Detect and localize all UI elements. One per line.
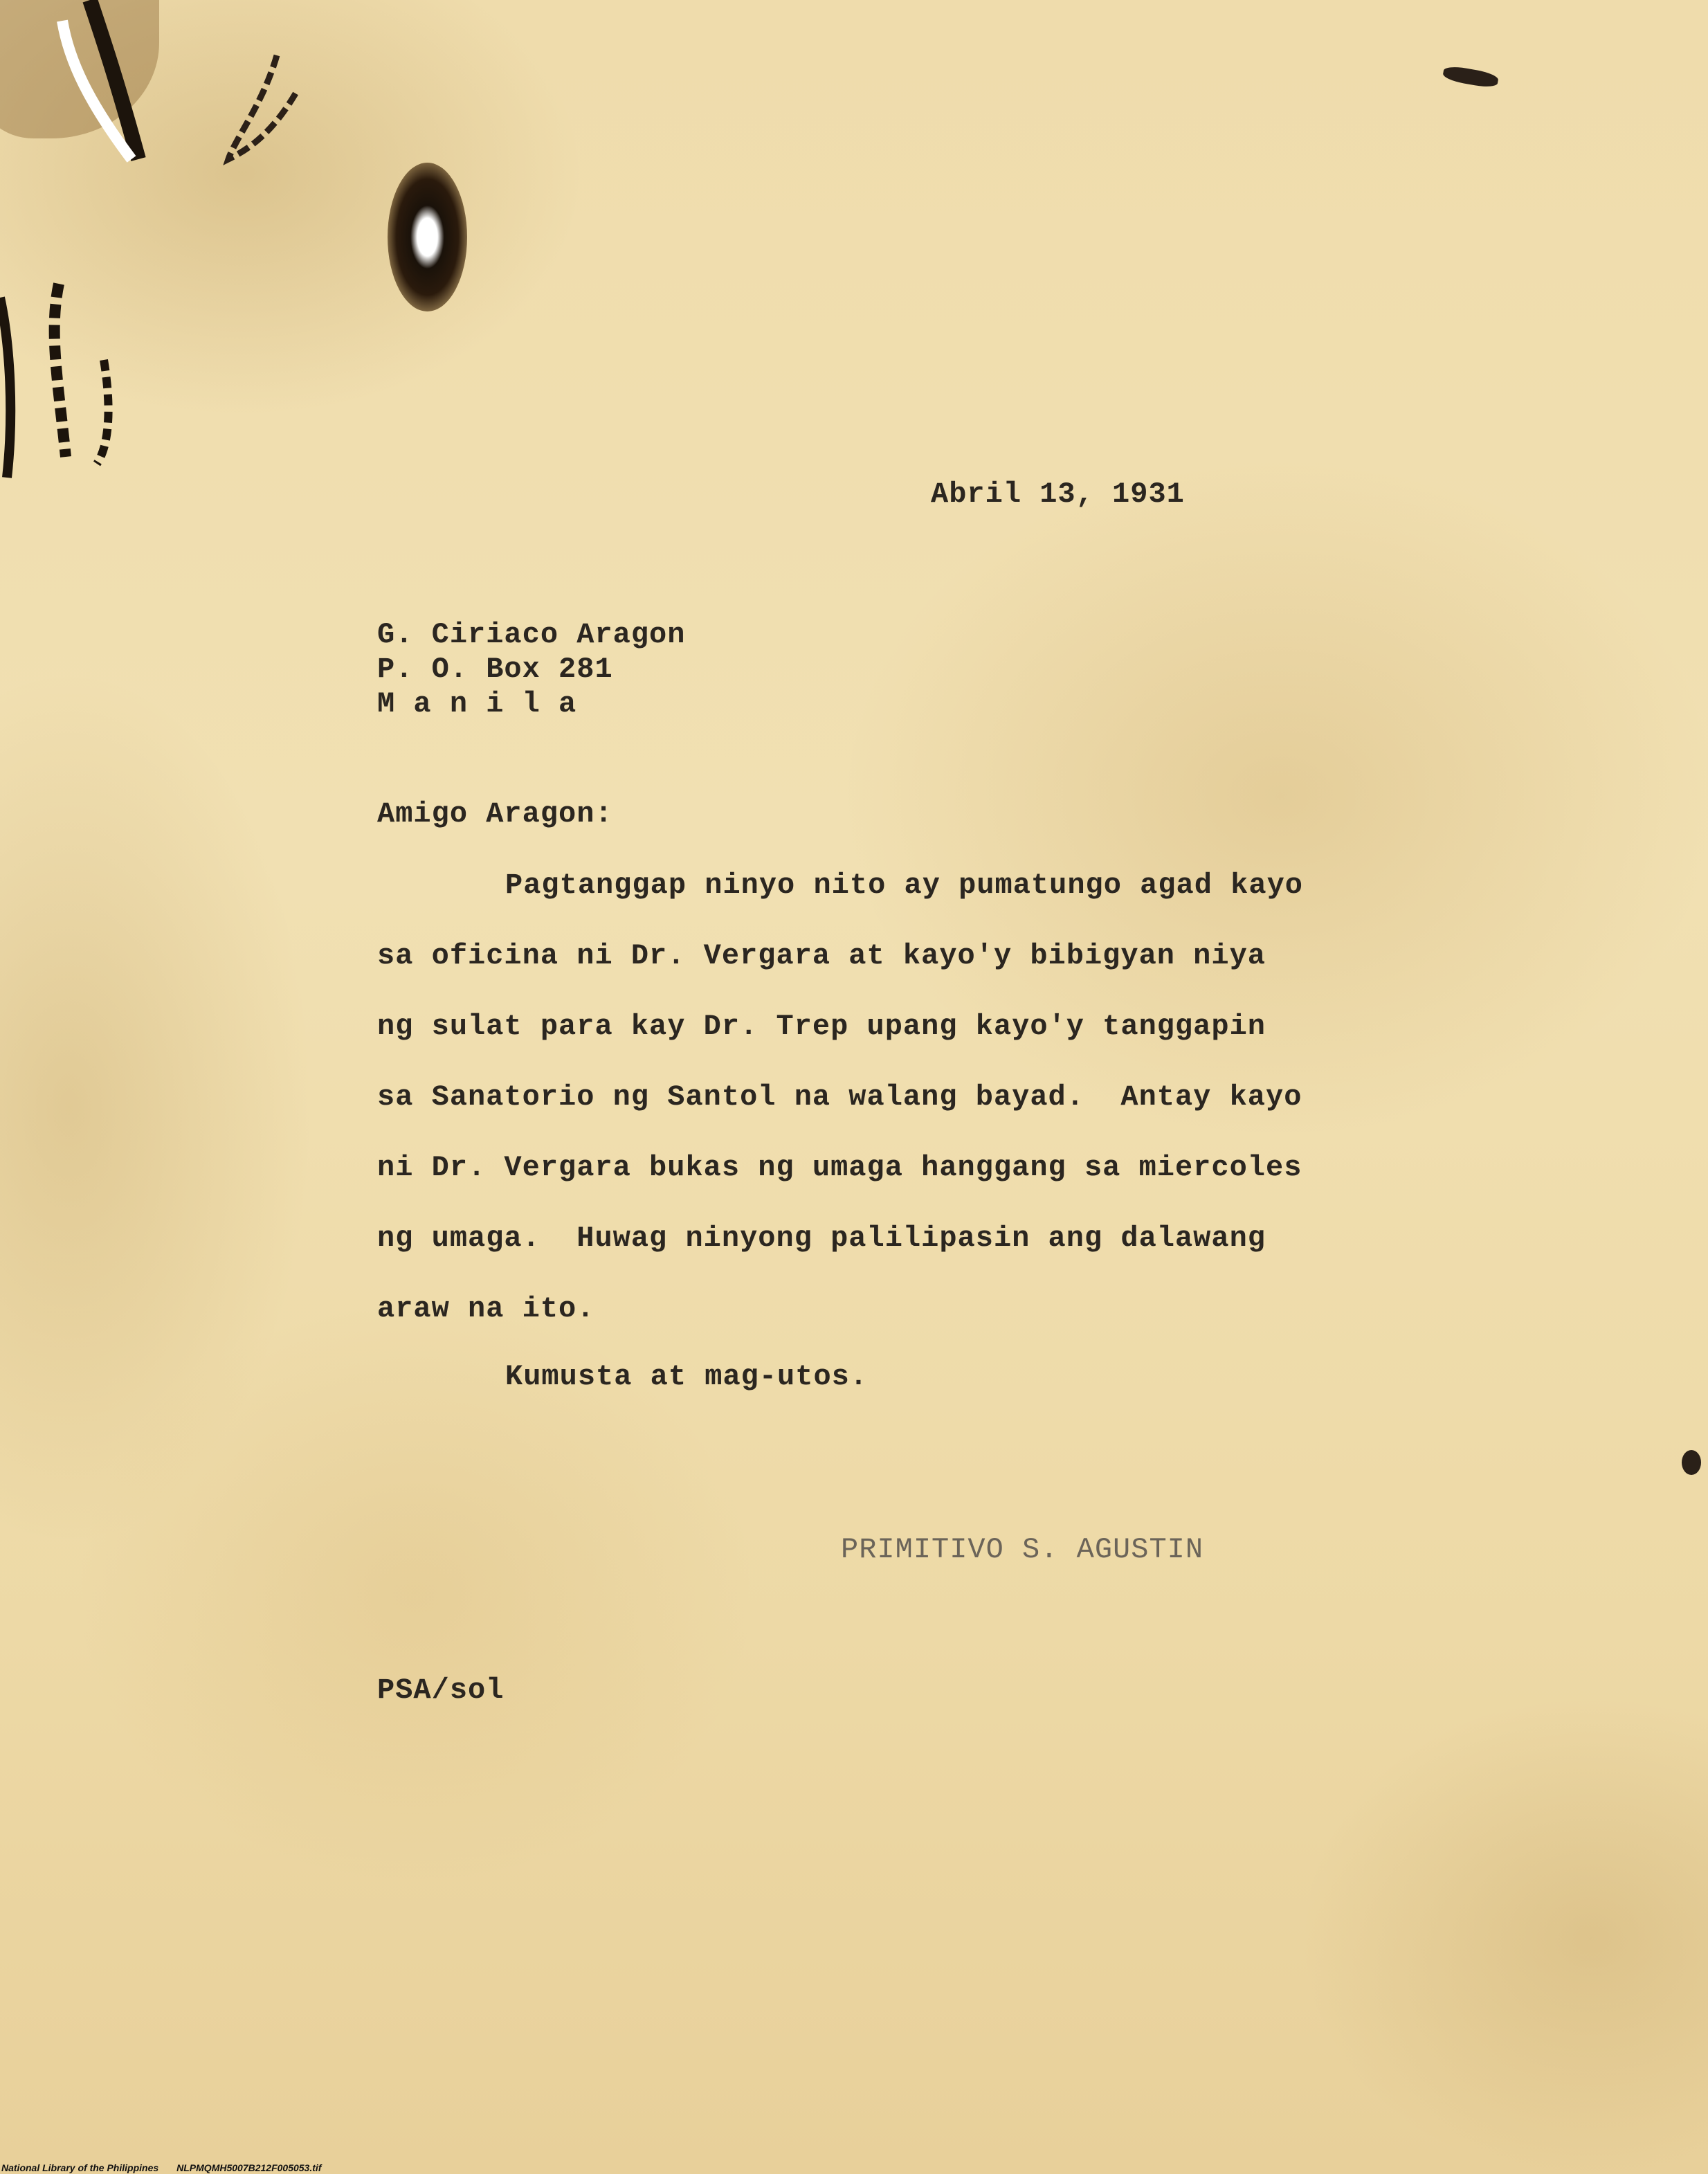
body-line: ni Dr. Vergara bukas ng umaga hanggang sa miercoles [377, 1151, 1302, 1184]
body-line: ng sulat para kay Dr. Trep upang kayo'y tanggapin [377, 1010, 1266, 1043]
file-id: NLPMQMH5007B212F005053.tif [176, 2162, 322, 2173]
salutation: Amigo Aragon: [377, 797, 613, 831]
signature: PRIMITIVO S. AGUSTIN [841, 1533, 1204, 1566]
closing: Kumusta at mag-utos. [505, 1360, 869, 1393]
ink-dot [1682, 1450, 1701, 1475]
archive-caption [1, 2162, 339, 2173]
recipient-box: P. O. Box 281 [377, 653, 613, 686]
body-line: araw na ito. [377, 1292, 595, 1325]
letter-date: Abril 13, 1931 [931, 478, 1185, 511]
binder-marks [0, 0, 346, 484]
recipient-name: G. Ciriaco Aragon [377, 618, 686, 651]
body-line: Pagtanggap ninyo nito ay pumatungo agad kayo [505, 869, 1303, 902]
library-name: National Library of the Philippines [1, 2162, 159, 2173]
body-line: ng umaga. Huwag ninyong palilipasin ang dalawang [377, 1222, 1266, 1255]
body-line: sa oficina ni Dr. Vergara at kayo'y bibigyan niya [377, 939, 1266, 972]
recipient-city: M a n i l a [377, 687, 577, 721]
body-line: sa Sanatorio ng Santol na walang bayad. Antay kayo [377, 1080, 1302, 1114]
ink-mark [1442, 64, 1500, 89]
reference-initials: PSA/sol [377, 1674, 505, 1707]
burn-hole [388, 163, 467, 311]
